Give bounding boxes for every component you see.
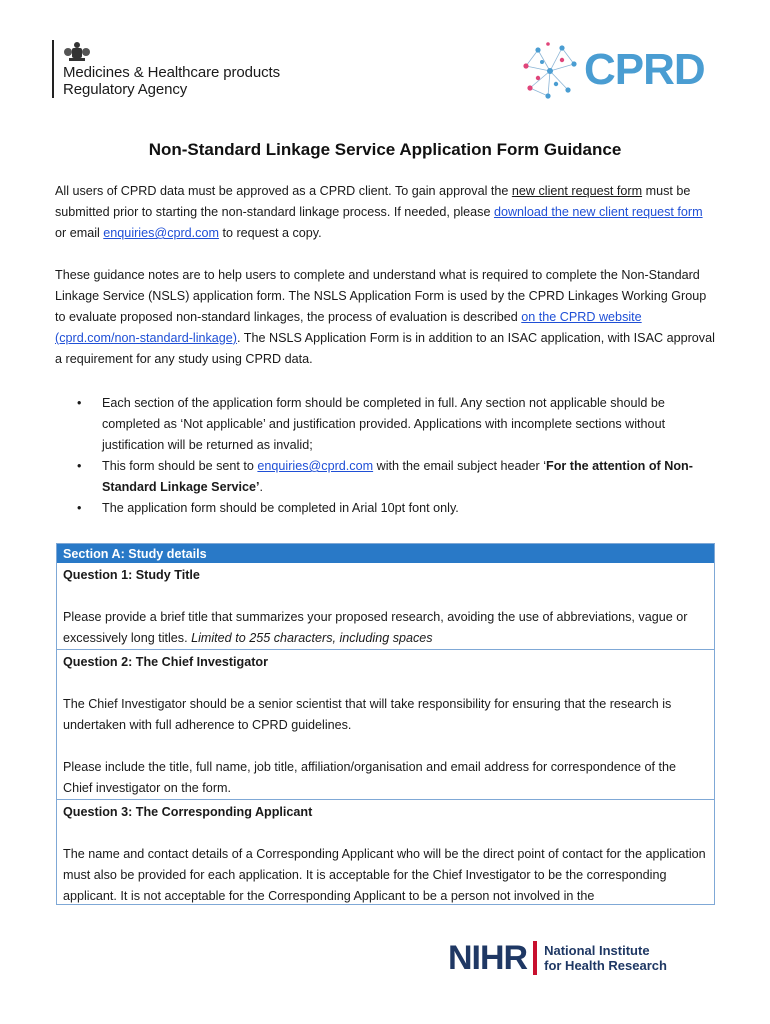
instruction-list (55, 393, 717, 519)
question-2-text: The Chief Investigator should be a senior scientist that will take responsibility for ensuring that the research is undertaken with full adherence to CPRD guidelines. (63, 697, 672, 732)
new-client-form-link[interactable]: new client request form (511, 184, 643, 198)
section-a-header: Section A: Study details (57, 544, 714, 563)
question-3-title: Question 3: The Corresponding Applicant (63, 805, 313, 819)
intro-paragraph: All users of CPRD data must be approved as a CPRD client. To gain approval the new client request form must be submitted prior to starting the non-standard linkage process. If needed, please download the new client request form or email enquiries@cprd.com to request a copy. (55, 184, 703, 240)
question-1-block (57, 563, 714, 649)
bullet-icon: • (77, 459, 82, 473)
section-a-table (56, 543, 715, 905)
question-2-text: Please include the title, full name, job title, affiliation/organisation and email address for correspondence of the Chief investigator on the form. (63, 760, 677, 795)
cprd-logo (518, 40, 723, 102)
enquiries-email-link[interactable]: enquiries@cprd.com (103, 226, 219, 240)
guidance-paragraph: These guidance notes are to help users to complete and understand what is required to complete the Non-Standard Linkage Service (NSLS) application form. The NSLS Application Form is used by the CPRD Linkages Working Group to evaluate proposed non-standard linkages, the process of evaluation is described on the CPRD website (cprd.com/non-standard-linkage). The NSLS Application Form is in addition to an ISAC application, with ISAC approval a requirement for any study using CPRD data. (55, 268, 715, 366)
mhra-name-line1: Medicines & Healthcare products (63, 64, 281, 81)
question-3-block (57, 799, 714, 905)
question-2-block (57, 649, 714, 799)
nihr-name-line2: for Health Research (544, 958, 667, 973)
mhra-logo (52, 40, 280, 98)
royal-crest-icon (63, 40, 91, 62)
enquiries-email-link[interactable]: enquiries@cprd.com (257, 459, 374, 473)
download-client-form-link[interactable]: download the new client request form (493, 205, 703, 219)
list-item: • This form should be sent to enquiries@cprd.com with the email subject header ‘For the attention of Non-Standard Linkage Service’. (55, 456, 717, 498)
network-dots-icon (518, 40, 582, 102)
cprd-wordmark: CPRD (584, 45, 705, 94)
nihr-logo (448, 940, 667, 976)
cprd-website-link[interactable]: on the CPRD website (cprd.com/non-standard-linkage) (55, 310, 642, 345)
mhra-name-line2: Regulatory Agency (63, 81, 188, 98)
question-2-title: Question 2: The Chief Investigator (63, 655, 269, 669)
nihr-divider (533, 941, 537, 975)
bullet-icon: • (77, 396, 82, 410)
mhra-divider (52, 40, 54, 98)
question-3-text: The name and contact details of a Corresponding Applicant who will be the direct point of contact for the application must also be provided for each application. It is acceptable for the Chief Investigator to be the corresponding applicant. It is not acceptable for the Corresponding Applicant to be a person not involved in the (63, 847, 706, 903)
page-title: Non-Standard Linkage Service Application Form Guidance (148, 140, 622, 159)
question-1-text: Please provide a brief title that summarizes your proposed research, avoiding the use of abbreviations, vague or excessively long titles. Limited to 255 characters, including spaces (63, 610, 688, 645)
list-item: • Each section of the application form should be completed in full. Any section not applicable should be completed as ‘Not applicable’ and justification provided. Applications with incomplete sections without justification will be returned as invalid; (55, 393, 717, 456)
list-item: • The application form should be completed in Arial 10pt font only. (55, 498, 717, 519)
question-1-title: Question 1: Study Title (63, 568, 200, 582)
nihr-name-line1: National Institute (544, 943, 650, 958)
nihr-wordmark: NIHR (448, 939, 528, 977)
bullet-icon: • (77, 501, 82, 515)
